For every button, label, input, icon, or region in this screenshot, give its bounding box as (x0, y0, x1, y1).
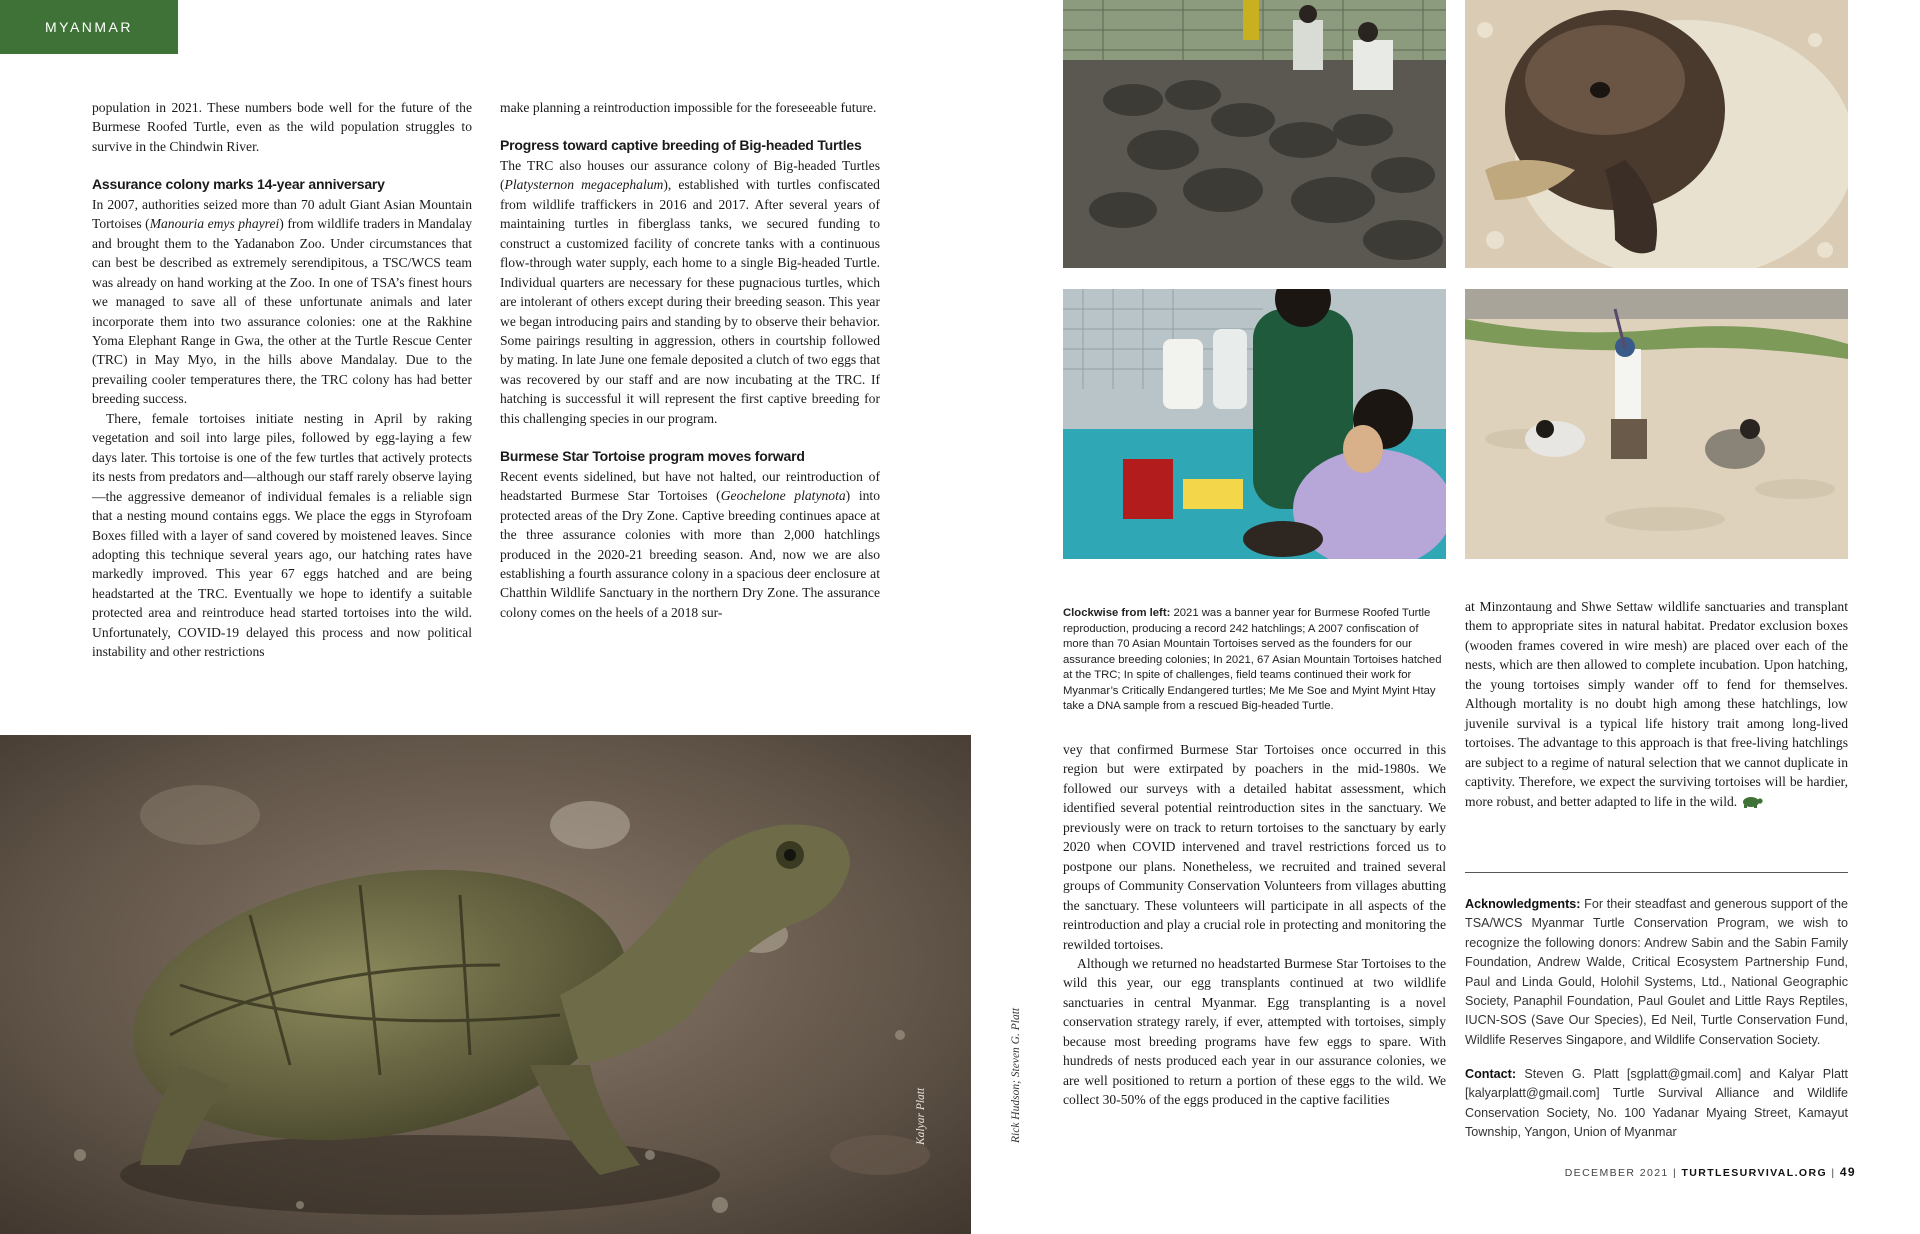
col2-heading-star-tortoise: Burmese Star Tortoise program moves forward (500, 448, 805, 465)
species-name: Manouria emys phayrei (149, 216, 280, 232)
photo-credit-grid: Rick Hudson; Steven G. Platt (1010, 1007, 1022, 1143)
issue-date: DECEMBER 2021 (1564, 1167, 1669, 1179)
text-column-3 (1063, 740, 1446, 1110)
section-tag (0, 0, 178, 54)
caption-text: 2021 was a banner year for Burmese Roofed Turtle reproduction, producing a record 242 hatchlings; A 2007 confiscation of more than 70 Asian Mountain Tortoises served as the founders for our assurance breeding colonies; In 2021, 67 Asian Mountain Tortoises hatched at the TRC; In spite of challenges, field teams continued their work for Myanmar’s Critically Endangered turtles; Me Me Soe and Myint Myint Htay take a DNA sample from a rescued Big-headed Turtle. (1063, 607, 1442, 712)
col1-paragraph-1: population in 2021. These numbers bode well for the future of the Burmese Roofed Turtle, even as the wild population struggles to survive in the Chindwin River. (92, 100, 472, 154)
species-name: Platysternon megacephalum (504, 177, 664, 193)
col1-paragraph-3: There, female tortoises initiate nesting in April by raking vegetation and soil into large piles, followed by egg-laying a few days later. This tortoise is one of the few turtles that actively protects its nests from predators and—although our staff rarely observe laying—the aggressive demeanor of individual females is a reliable sign that a nesting mound contains eggs. We place the eggs in Styrofoam Boxes filled with a layer of sand covered by moistened leaves. Since adopting this technique several years ago, our hatching rates have markedly improved. This year 67 eggs hatched and are being headstarted at the TRC. Eventually we hope to identify a suitable protected area and reintroduce head started tortoises into the wild. Unfortunately, COVID-19 delayed this process and now political instability and other restrictions (92, 410, 472, 660)
col2-paragraph-1: make planning a reintroduction impossible for the foreseeable future. (500, 100, 877, 115)
caption-lead: Clockwise from left: (1063, 607, 1171, 619)
col4-paragraph-1: at Minzontaung and Shwe Settaw wildlife sanctuaries and transplant them to appropriate sites in natural habitat. Predator exclusion boxes (wooden frames covered in wire mesh) are placed over each of the nests, which are then allowed to complete incubation. Upon hatching, the young tortoises simply wander off to fend for themselves. Although mortality is no doubt high among these hatchlings, low juvenile survival is a typical life history trait among long-lived tortoises. The advantage to this approach is that free-living hatchlings are subject to a regime of natural selection that we cannot duplicate in captivity. Therefore, we expect the surviving tortoises will be hardier, more robust, and better adapted to life in the wild. (1465, 597, 1848, 813)
photo-hatching-tortoise (1465, 0, 1848, 268)
text-column-2 (500, 98, 880, 622)
photo-field-team (1465, 289, 1848, 559)
photo-tortoise-colony (1063, 0, 1446, 268)
text-column-4 (1465, 597, 1848, 813)
contact (1465, 1065, 1848, 1143)
col3-paragraph-2: Although we returned no headstarted Burmese Star Tortoises to the wild this year, our egg transplants continued at two wildlife sanctuaries in central Myanmar. Egg transplanting is a novel conservation strategy rarely, if ever, attempted with tortoises, simply because most breeding programs have few eggs to spare. With hundreds of nests produced each year in our assurance colonies, we are well positioned to return a portion of these eggs to the wild. We collect 30-50% of the eggs produced in the captive facilities (1063, 955, 1446, 1108)
website-link[interactable]: TURTLESURVIVAL.ORG (1681, 1167, 1828, 1179)
photo-burmese-roofed-turtle-hatchling (0, 735, 971, 1234)
photo-caption (1063, 606, 1446, 715)
ack-text: For their steadfast and generous support of the TSA/WCS Myanmar Turtle Conservation Program, we wish to recognize the following donors: Andrew Sabin and the Sabin Family Foundation, Andrew Walde, Critical Ecosystem Partnership Fund, Paul and Linda Gould, Holohil Systems, Ltd., National Geographic Society, Panaphil Foundation, Paul Goulet and Little Rays Reptiles, IUCN-SOS (Save Our Species), Ed Neil, Turtle Conservation Fund, Wildlife Reserves Singapore, and Wildlife Conservation Society. (1465, 897, 1848, 1047)
turtle-icon (1741, 794, 1763, 813)
col1-heading-assurance-colony: Assurance colony marks 14-year anniversary (92, 176, 385, 193)
section-tag-label: MYANMAR (44, 19, 134, 35)
species-name: Geochelone platynota (720, 488, 846, 504)
col2-paragraph-3: Recent events sidelined, but have not halted, our reintroduction of headstarted Burmese Star Tortoises (Geochelone platynota) into protected areas of the Dry Zone. Captive breeding continues apace at the three assurance colonies with more than 2,000 hatchlings produced in the 2020-21 breeding season. And, now we are also establishing a fourth assurance colony in a spacious deer enclosure at Chatthin Wildlife Sanctuary in the northern Dry Zone. The assurance colony comes on the heels of a 2018 sur- (500, 468, 880, 620)
contact-label: Contact: (1465, 1067, 1517, 1081)
ack-label: Acknowledgments: (1465, 897, 1581, 911)
col1-paragraph-2: In 2007, authorities seized more than 70 adult Giant Asian Mountain Tortoises (Manouria emys phayrei) from wildlife traders in Mandalay and brought them to the Yadanabon Zoo. Under circumstances that can best be described as extremely serendipitous, a TSC/WCS team was already on hand working at the Zoo. In one of TSA’s finest hours we managed to save all of these unfortunate animals and later incorporate them into two assurance colonies: one at the Rakhine Yoma Elephant Range in Gwa, the other at the Turtle Rescue Center (TRC) in May Myo, in the hills above Mandalay. Due to the prevailing cooler temperatures there, the TRC colony has had better breeding success. (92, 196, 472, 407)
contact-text: Steven G. Platt [sgplatt@gmail.com] and Kalyar Platt [kalyarplatt@gmail.com] Turtle Survival Alliance and Wildlife Conservation Society, No. 100 Yadanar Myaing Street, Kamayut Township, Yangon, Union of Myanmar (1465, 1067, 1848, 1140)
text-column-1 (92, 98, 472, 662)
acknowledgments (1465, 895, 1848, 1050)
page-number: 49 (1839, 1165, 1856, 1179)
footer-separator: | (1673, 1167, 1678, 1179)
col3-paragraph-1: vey that confirmed Burmese Star Tortoises once occurred in this region but were extirpated by poachers in the mid-1980s. We followed our surveys with a detailed habitat assessment, which identified several potential reintroduction sites in the sanctuary. We previously were on track to return tortoises to the sanctuary by early 2020 when COVID intervened and travel restrictions forced us to postpone our plans. Nonetheless, we recruited and trained several groups of Community Conservation Volunteers from villages abutting the sanctuary. These volunteers will participate in all aspects of the reintroduction and play a crucial role in protecting and monitoring the rewilded tortoises. (1063, 742, 1446, 952)
page-footer (1560, 1165, 1856, 1179)
section-divider-rule (1465, 872, 1848, 873)
col2-heading-big-headed-turtles: Progress toward captive breeding of Big-headed Turtles (500, 137, 862, 154)
col2-paragraph-2: The TRC also houses our assurance colony of Big-headed Turtles (Platysternon megacephalum), established with turtles confiscated from wildlife traffickers in 2016 and 2017. After several years of maintaining turtles in fiberglass tanks, we secured funding to construct a customized facility of concrete tanks with a continuous flow-through water supply, each home to a single Big-headed Turtle. Individual quarters are necessary for these pugnacious turtles, which are intolerant of others except during their breeding season. This year we began introducing pairs and standing by to observe their behavior. Some pairings resulting in aggression, others in courtship followed by mating. In late June one female deposited a clutch of two eggs that was recovered by our staff and are now incubating at the TRC. If hatching is successful it will represent the first captive breeding for this challenging species in our program. (500, 157, 880, 426)
photo-dna-sampling (1063, 289, 1446, 559)
photo-credit-kalyar-platt: Kalyar Platt (915, 1087, 927, 1145)
footer-separator: | (1831, 1167, 1836, 1179)
